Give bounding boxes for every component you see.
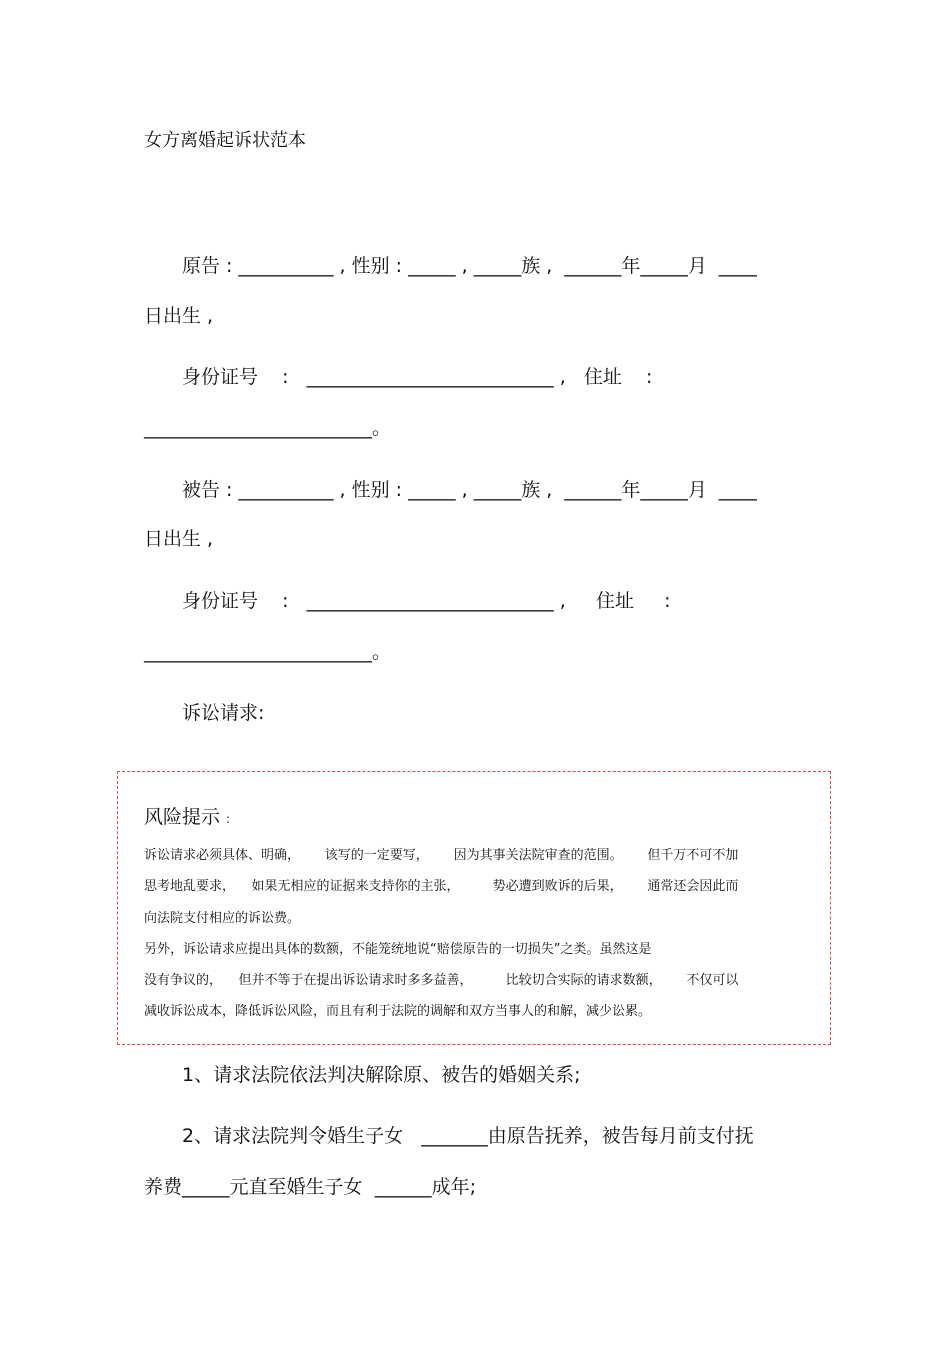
plaintiff-line: 原告 : __________ , 性别 : _____ , _____族 , ______年_____月 ____: [182, 255, 757, 277]
risk-notice-colon: :: [226, 812, 231, 826]
defendant-birth-line: 日出生 ,: [144, 528, 214, 550]
plaintiff-birth-line: 日出生 ,: [144, 305, 214, 327]
risk-notice-line: 减收诉讼成本，降低诉讼风险，而且有利于法院的调解和双方当事人的和解，减少讼累。: [144, 1004, 652, 1019]
risk-notice-line: 向法院支付相应的诉讼费。: [144, 911, 301, 926]
risk-notice-line: 另外，诉讼请求应提出具体的数额，不能笼统地说“赔偿原告的一切损失”之类。虽然这是: [144, 942, 652, 957]
risk-notice-line: 没有争议的， 但并不等于在提出诉讼请求时多多益善， 比较切合实际的请求数额， 不仅可以: [144, 973, 739, 988]
risk-notice-line: 诉讼请求必须具体、明确， 该写的一定要写， 因为其事关法院审查的范围。 但千万不可不加: [144, 848, 739, 863]
claim-item-2-continued: 养费_____元直至婚生子女 ______成年;: [144, 1176, 476, 1198]
defendant-id-line: 身份证号 : __________________________ , 住址 :: [182, 590, 671, 612]
risk-notice-line: 思考地乱要求， 如果无相应的证据来支持你的主张， 势必遭到败诉的后果， 通常还会因此而: [144, 879, 739, 894]
plaintiff-address-line: ________________________。: [144, 417, 392, 439]
defendant-line: 被告 : __________ , 性别 : _____ , _____族 , ______年_____月 ____: [182, 479, 757, 501]
defendant-address-line: ________________________。: [144, 641, 392, 663]
risk-notice-heading: [144, 802, 230, 829]
claims-heading: 诉讼请求:: [182, 702, 265, 724]
plaintiff-id-line: 身份证号 : __________________________ , 住址 :: [182, 366, 653, 388]
risk-notice-heading-text: 风险提示: [144, 806, 221, 828]
claim-item-2: 2、请求法院判令婚生子女 _______由原告抚养，被告每月前支付抚: [182, 1125, 754, 1147]
claim-item-1: 1、请求法院依法判决解除原、被告的婚姻关系;: [182, 1064, 581, 1086]
document-title: 女方离婚起诉状范本: [144, 130, 306, 151]
risk-notice-box: [117, 771, 831, 1045]
